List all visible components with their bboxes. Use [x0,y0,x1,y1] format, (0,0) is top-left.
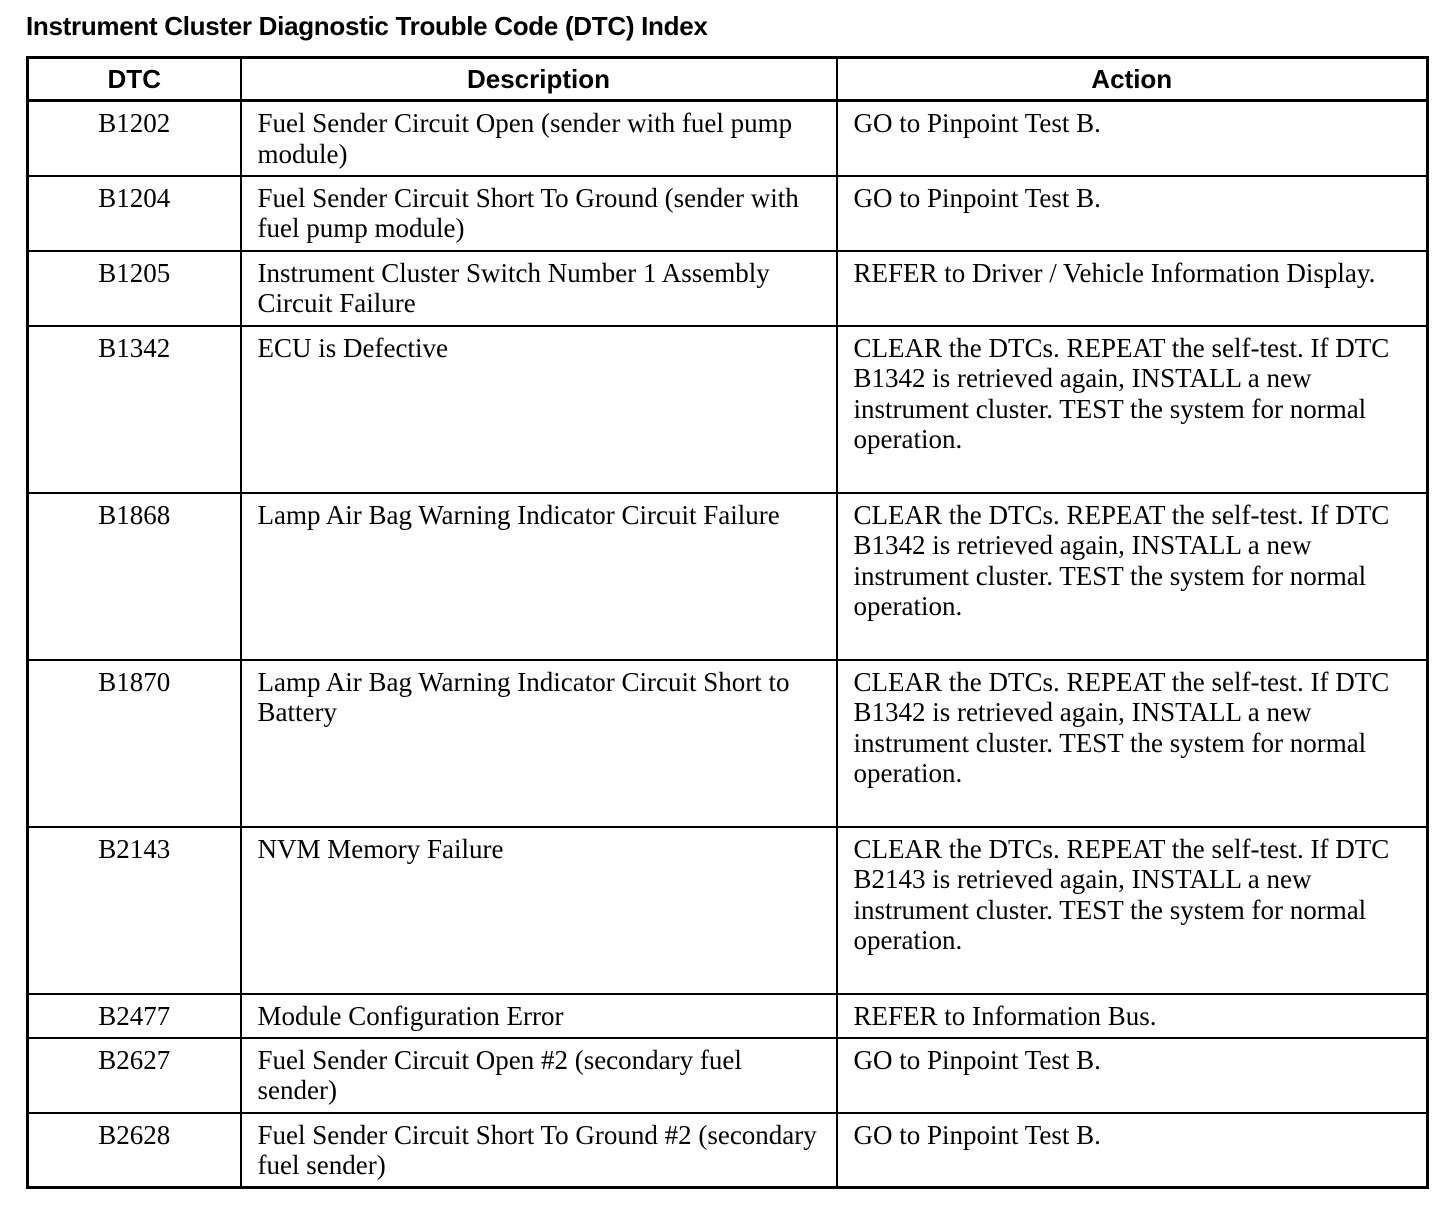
header-action: Action [837,58,1428,101]
table-row [28,493,1428,660]
action-cell: CLEAR the DTCs. REPEAT the self-test. If DTC B1342 is retrieved again, INSTALL a new instrument cluster. TEST the system for normal operation. [837,493,1428,660]
description-cell: Lamp Air Bag Warning Indicator Circuit Failure [241,493,837,660]
action-cell: CLEAR the DTCs. REPEAT the self-test. If DTC B2143 is retrieved again, INSTALL a new instrument cluster. TEST the system for normal operation. [837,827,1428,994]
dtc-code-cell: B1205 [28,251,241,326]
header-description: Description [241,58,837,101]
table-row [28,660,1428,827]
description-cell: Instrument Cluster Switch Number 1 Assembly Circuit Failure [241,251,837,326]
description-cell: Fuel Sender Circuit Short To Ground #2 (secondary fuel sender) [241,1113,837,1188]
description-cell: Fuel Sender Circuit Open (sender with fuel pump module) [241,101,837,176]
action-cell: REFER to Driver / Vehicle Information Display. [837,251,1428,326]
table-row [28,326,1428,493]
action-cell: GO to Pinpoint Test B. [837,1113,1428,1188]
dtc-code-cell: B2627 [28,1038,241,1113]
dtc-index-table [26,56,1429,1189]
dtc-code-cell: B1204 [28,176,241,251]
table-row [28,251,1428,326]
dtc-code-cell: B2477 [28,994,241,1038]
action-cell: CLEAR the DTCs. REPEAT the self-test. If DTC B1342 is retrieved again, INSTALL a new instrument cluster. TEST the system for normal operation. [837,660,1428,827]
description-cell: Module Configuration Error [241,994,837,1038]
description-cell: NVM Memory Failure [241,827,837,994]
description-cell: ECU is Defective [241,326,837,493]
header-dtc: DTC [28,58,241,101]
description-cell: Fuel Sender Circuit Open #2 (secondary fuel sender) [241,1038,837,1113]
table-row [28,994,1428,1038]
table-header-row [28,58,1428,101]
action-cell: GO to Pinpoint Test B. [837,1038,1428,1113]
page-title: Instrument Cluster Diagnostic Trouble Code (DTC) Index [26,11,708,41]
table-row [28,176,1428,251]
table-row [28,1113,1428,1188]
dtc-code-cell: B1870 [28,660,241,827]
dtc-code-cell: B1342 [28,326,241,493]
table-row [28,101,1428,176]
action-cell: CLEAR the DTCs. REPEAT the self-test. If DTC B1342 is retrieved again, INSTALL a new instrument cluster. TEST the system for normal operation. [837,326,1428,493]
action-cell: REFER to Information Bus. [837,994,1428,1038]
description-cell: Fuel Sender Circuit Short To Ground (sender with fuel pump module) [241,176,837,251]
table-row [28,827,1428,994]
dtc-code-cell: B2628 [28,1113,241,1188]
action-cell: GO to Pinpoint Test B. [837,176,1428,251]
action-cell: GO to Pinpoint Test B. [837,101,1428,176]
table-row [28,1038,1428,1113]
dtc-code-cell: B1868 [28,493,241,660]
dtc-code-cell: B1202 [28,101,241,176]
description-cell: Lamp Air Bag Warning Indicator Circuit Short to Battery [241,660,837,827]
dtc-code-cell: B2143 [28,827,241,994]
